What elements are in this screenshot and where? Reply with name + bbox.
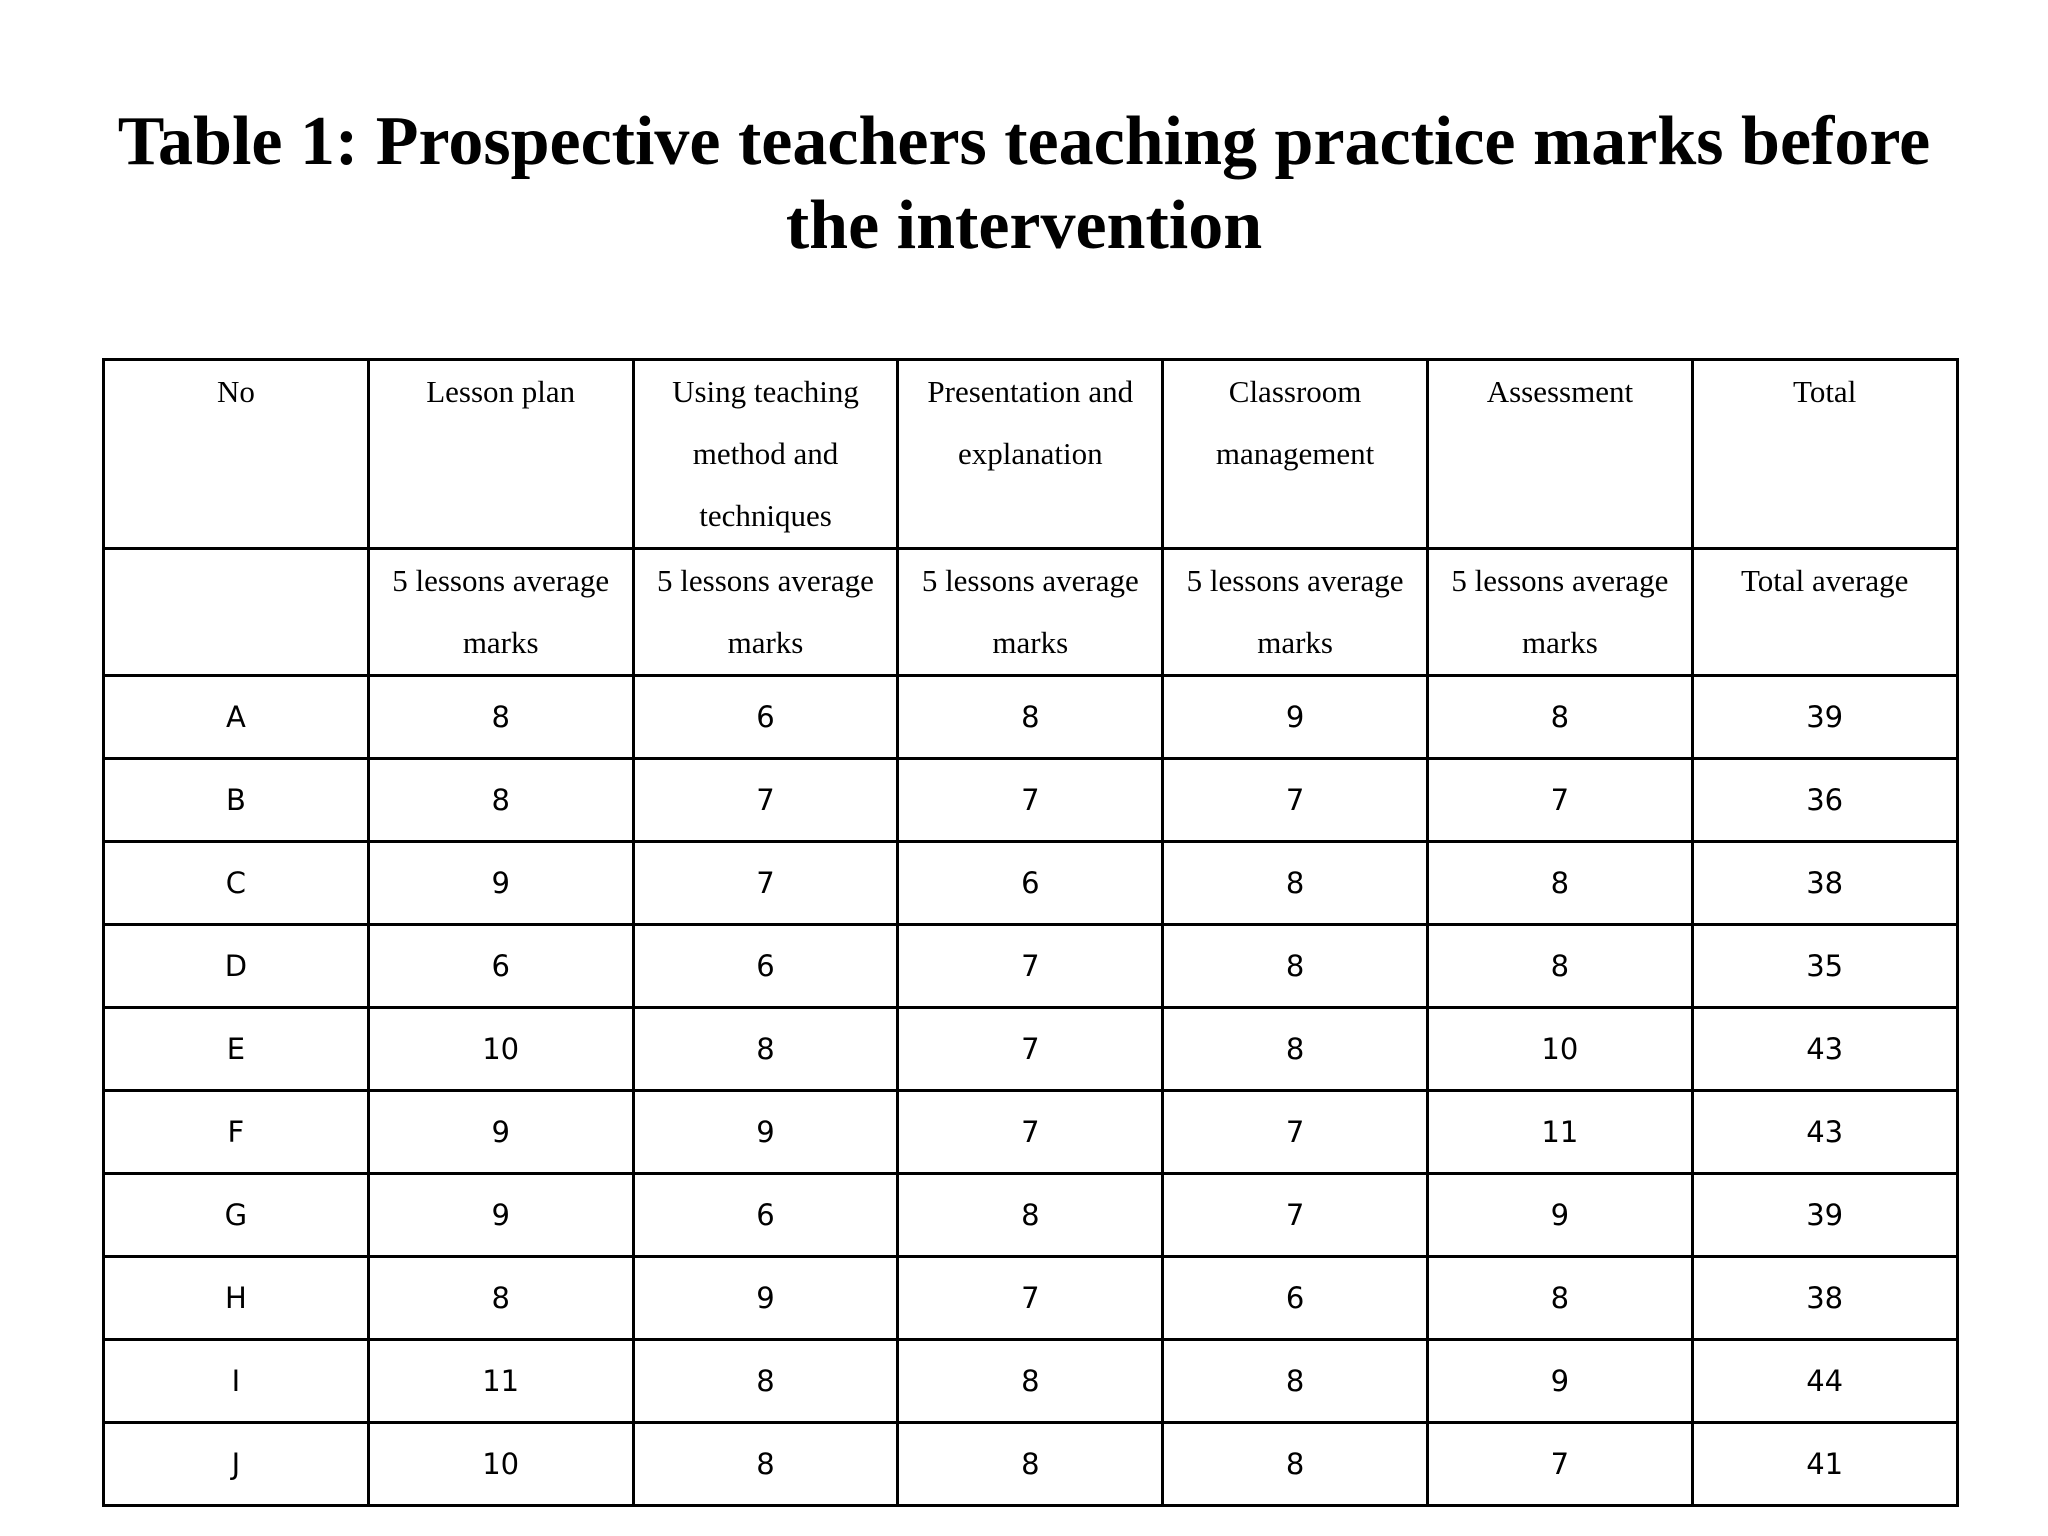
cell-teaching-method: 8 — [633, 1008, 898, 1091]
cell-presentation: 7 — [898, 925, 1163, 1008]
cell-lesson-plan: 8 — [368, 676, 633, 759]
col-header-total: Total — [1692, 360, 1957, 549]
cell-lesson-plan: 9 — [368, 1174, 633, 1257]
cell-assessment: 7 — [1427, 759, 1692, 842]
cell-presentation: 8 — [898, 1174, 1163, 1257]
cell-total: 38 — [1692, 1257, 1957, 1340]
cell-lesson-plan: 10 — [368, 1008, 633, 1091]
cell-no: B — [104, 759, 369, 842]
cell-teaching-method: 7 — [633, 759, 898, 842]
cell-presentation: 8 — [898, 1340, 1163, 1423]
cell-presentation: 7 — [898, 1091, 1163, 1174]
cell-classroom-management: 6 — [1163, 1257, 1428, 1340]
subheader-teaching-method: 5 lessons average marks — [633, 549, 898, 676]
table-row — [104, 1174, 1958, 1257]
marks-table — [102, 358, 1959, 1507]
cell-no: A — [104, 676, 369, 759]
cell-no: I — [104, 1340, 369, 1423]
cell-assessment: 11 — [1427, 1091, 1692, 1174]
cell-classroom-management: 7 — [1163, 1174, 1428, 1257]
subheader-no — [104, 549, 369, 676]
cell-classroom-management: 8 — [1163, 842, 1428, 925]
col-header-no: No — [104, 360, 369, 549]
cell-assessment: 8 — [1427, 676, 1692, 759]
cell-no: D — [104, 925, 369, 1008]
cell-presentation: 7 — [898, 759, 1163, 842]
cell-assessment: 9 — [1427, 1174, 1692, 1257]
cell-lesson-plan: 6 — [368, 925, 633, 1008]
cell-teaching-method: 8 — [633, 1340, 898, 1423]
col-header-teaching-method: Using teaching method and techniques — [633, 360, 898, 549]
cell-teaching-method: 9 — [633, 1091, 898, 1174]
table-row — [104, 1423, 1958, 1506]
cell-classroom-management: 7 — [1163, 759, 1428, 842]
table-title — [0, 100, 2048, 268]
cell-teaching-method: 6 — [633, 676, 898, 759]
cell-presentation: 7 — [898, 1008, 1163, 1091]
cell-no: E — [104, 1008, 369, 1091]
cell-assessment: 9 — [1427, 1340, 1692, 1423]
cell-total: 35 — [1692, 925, 1957, 1008]
cell-teaching-method: 8 — [633, 1423, 898, 1506]
cell-no: G — [104, 1174, 369, 1257]
cell-lesson-plan: 8 — [368, 1257, 633, 1340]
col-header-presentation: Presentation and explanation — [898, 360, 1163, 549]
cell-total: 41 — [1692, 1423, 1957, 1506]
cell-assessment: 8 — [1427, 1257, 1692, 1340]
cell-presentation: 7 — [898, 1257, 1163, 1340]
col-header-lesson-plan: Lesson plan — [368, 360, 633, 549]
cell-classroom-management: 8 — [1163, 1340, 1428, 1423]
table-row — [104, 676, 1958, 759]
cell-no: F — [104, 1091, 369, 1174]
subheader-lesson-plan: 5 lessons average marks — [368, 549, 633, 676]
header-row — [104, 360, 1958, 549]
table-row — [104, 842, 1958, 925]
cell-total: 38 — [1692, 842, 1957, 925]
table-row — [104, 1008, 1958, 1091]
cell-lesson-plan: 10 — [368, 1423, 633, 1506]
cell-classroom-management: 8 — [1163, 1008, 1428, 1091]
cell-presentation: 8 — [898, 676, 1163, 759]
subheader-assessment: 5 lessons average marks — [1427, 549, 1692, 676]
cell-no: C — [104, 842, 369, 925]
col-header-assessment: Assessment — [1427, 360, 1692, 549]
cell-lesson-plan: 9 — [368, 1091, 633, 1174]
cell-assessment: 10 — [1427, 1008, 1692, 1091]
cell-no: H — [104, 1257, 369, 1340]
cell-presentation: 6 — [898, 842, 1163, 925]
table-row — [104, 925, 1958, 1008]
table-row — [104, 759, 1958, 842]
cell-classroom-management: 8 — [1163, 925, 1428, 1008]
col-header-classroom-management: Classroom management — [1163, 360, 1428, 549]
cell-classroom-management: 9 — [1163, 676, 1428, 759]
cell-teaching-method: 6 — [633, 925, 898, 1008]
subheader-classroom-management: 5 lessons average marks — [1163, 549, 1428, 676]
cell-total: 43 — [1692, 1008, 1957, 1091]
cell-total: 43 — [1692, 1091, 1957, 1174]
cell-assessment: 8 — [1427, 842, 1692, 925]
cell-total: 36 — [1692, 759, 1957, 842]
subheader-presentation: 5 lessons average marks — [898, 549, 1163, 676]
subheader-total: Total average — [1692, 549, 1957, 676]
table-row — [104, 1257, 1958, 1340]
cell-assessment: 8 — [1427, 925, 1692, 1008]
cell-assessment: 7 — [1427, 1423, 1692, 1506]
title-line-2: the intervention — [785, 187, 1263, 264]
cell-lesson-plan: 9 — [368, 842, 633, 925]
cell-teaching-method: 6 — [633, 1174, 898, 1257]
cell-lesson-plan: 8 — [368, 759, 633, 842]
cell-teaching-method: 9 — [633, 1257, 898, 1340]
cell-teaching-method: 7 — [633, 842, 898, 925]
title-line-1: Table 1: Prospective teachers teaching practice marks before — [117, 103, 1931, 180]
cell-classroom-management: 8 — [1163, 1423, 1428, 1506]
cell-no: J — [104, 1423, 369, 1506]
cell-total: 39 — [1692, 676, 1957, 759]
cell-total: 39 — [1692, 1174, 1957, 1257]
table-row — [104, 1340, 1958, 1423]
cell-lesson-plan: 11 — [368, 1340, 633, 1423]
subheader-row — [104, 549, 1958, 676]
table-row — [104, 1091, 1958, 1174]
cell-classroom-management: 7 — [1163, 1091, 1428, 1174]
cell-total: 44 — [1692, 1340, 1957, 1423]
cell-presentation: 8 — [898, 1423, 1163, 1506]
